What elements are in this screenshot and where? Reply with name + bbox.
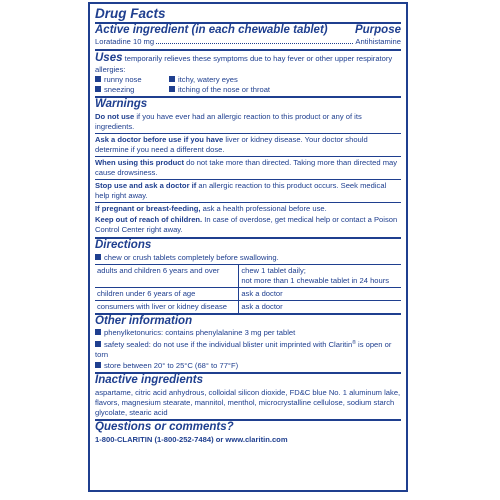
warning-pregnant: If pregnant or breast-feeding, ask a health professional before use. — [95, 204, 327, 213]
bullet-icon — [169, 86, 175, 92]
uses-list — [95, 75, 401, 95]
table-row — [95, 265, 401, 288]
list-item: itching of the nose or throat — [169, 85, 401, 95]
active-ingredient-row — [95, 37, 401, 47]
bullet-icon — [95, 86, 101, 92]
uses-heading: Uses — [95, 52, 123, 64]
bullet-icon — [95, 254, 101, 260]
purpose-heading: Purpose — [354, 24, 401, 36]
list-item: store between 20° to 25°C (68° to 77°F) — [95, 360, 401, 372]
inactive-ingredients-heading: Inactive ingredients — [95, 374, 204, 386]
active-ingredient-header — [95, 24, 401, 37]
bullet-icon — [95, 341, 101, 347]
table-cell: consumers with liver or kidney disease — [95, 301, 239, 314]
active-ingredient-purpose: Antihistamine — [355, 37, 401, 46]
bullet-icon — [95, 329, 101, 335]
warning-keep-out: Keep out of reach of children. In case of overdose, get medical help or contact a Poison Control Center right away. — [95, 215, 398, 234]
bullet-icon — [95, 362, 101, 368]
other-info-heading: Other information — [95, 315, 193, 327]
bullet-icon — [95, 76, 101, 82]
table-cell: adults and children 6 years and over — [95, 265, 239, 288]
warning-ask-doctor: Ask a doctor before use if you have liver or kidney disease. Your doctor should determine if you need a different dose. — [95, 135, 368, 154]
active-ingredient-name: Loratadine 10 mg — [95, 37, 155, 46]
questions-heading: Questions or comments? — [95, 421, 234, 433]
warning-when-using: When using this product do not take more than directed. Taking more than directed may cause drowsiness. — [95, 158, 398, 177]
dot-leader — [156, 43, 353, 44]
directions-table — [95, 264, 401, 313]
inactive-ingredients-text: aspartame, citric acid anhydrous, colloidal silicon dioxide, FD&C blue No. 1 aluminum lake, flavors, magnesium stearate, mannitol, menthol, microcrystalline cellulose, sodium starch glycolate, stearic acid — [95, 388, 401, 417]
table-cell: ask a doctor — [239, 301, 401, 314]
drug-facts-title: Drug Facts — [95, 6, 166, 21]
active-ingredient-heading: Active ingredient (in each chewable tablet) — [95, 24, 328, 36]
list-item: safety sealed: do not use if the individual blister unit imprinted with Claritin® is open or torn — [95, 340, 392, 359]
warning-stop-use: Stop use and ask a doctor if an allergic reaction to this product occurs. Seek medical help right away. — [95, 181, 387, 200]
list-item: sneezing — [95, 85, 169, 95]
uses-intro: temporarily relieves these symptoms due to hay fever or other upper respiratory allergies: — [95, 54, 393, 74]
directions-intro: chew or crush tablets completely before swallowing. — [95, 252, 401, 264]
table-row — [95, 288, 401, 301]
drug-facts-panel — [88, 2, 408, 492]
warning-do-not-use: Do not use if you have ever had an allergic reaction to this product or any of its ingredients. — [95, 112, 362, 131]
directions-heading: Directions — [95, 239, 152, 251]
warnings-heading: Warnings — [95, 98, 148, 110]
table-row — [95, 301, 401, 314]
table-cell: children under 6 years of age — [95, 288, 239, 301]
list-item: itchy, watery eyes — [169, 75, 401, 85]
contact-info: 1-800-CLARITIN (1-800-252-7484) or www.claritin.com — [95, 435, 288, 444]
list-item: runny nose — [95, 75, 169, 85]
bullet-icon — [169, 76, 175, 82]
table-cell: chew 1 tablet daily; not more than 1 chewable tablet in 24 hours — [239, 265, 401, 288]
uses-section — [95, 51, 401, 96]
table-cell: ask a doctor — [239, 288, 401, 301]
list-item: phenylketonurics: contains phenylalanine 3 mg per tablet — [95, 328, 401, 338]
